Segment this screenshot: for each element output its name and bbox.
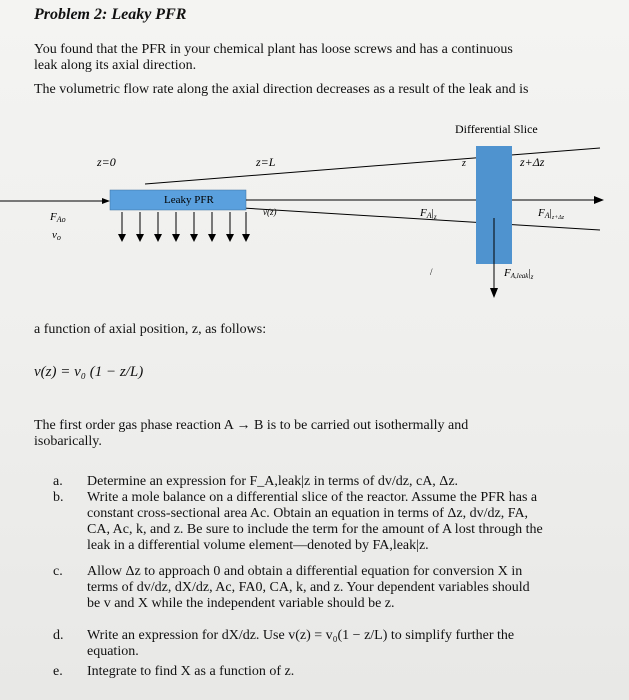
problem-title: Problem 2: Leaky PFR <box>34 6 187 23</box>
item-line: terms of dv/dz, dX/dz, Ac, FA0, CA, k, and z. Your dependent variables should <box>87 580 530 595</box>
item-line: Write an expression for dX/dz. Use v(z) = v₀(1 − z/L) to simplify further the <box>87 628 515 643</box>
flow-inlet-label: FAo <box>50 211 66 224</box>
z0-label: z=0 <box>97 155 116 169</box>
item-text <box>87 490 582 554</box>
item-line: leak in a differential volume element—denoted by FA,leak|z. <box>87 538 429 553</box>
item-line: Write a mole balance on a differential slice of the reactor. Assume the PFR has a <box>87 490 538 505</box>
fa-z-label: $FA|_z$ <box>420 207 437 221</box>
slice-title: Differential Slice <box>455 122 538 136</box>
item-line: Determine an expression for F_A,leak|z in terms of dv/dz, cA, Δz. <box>87 474 459 489</box>
fleak-label: $FA,leak|_z$ <box>504 267 534 281</box>
velocity-equation: v(z) = v₀ (1 − z/L) <box>34 364 144 380</box>
leaky-pfr-diagram <box>0 118 629 308</box>
item-line: Allow Δz to approach 0 and obtain a differential equation for conversion X in <box>87 564 523 579</box>
item-line: CA, Ac, k, and z. Be sure to include the term for the amount of A lost through the <box>87 522 543 537</box>
vz-label: v(z) <box>263 207 277 217</box>
fa-zdz-label: $FA|_{z+\Delta z}$ <box>538 207 565 221</box>
item-line: constant cross-sectional area Ac. Obtain an equation in terms of Δz, dv/dz, FA, <box>87 506 529 521</box>
z-plus-dz-label: z+Δz <box>520 155 545 169</box>
vol-inlet-label: vo <box>52 229 61 242</box>
intro-line-2: leak along its axial direction. <box>34 58 197 73</box>
item-line: equation. <box>87 644 139 659</box>
item-line: be v and X while the independent variable should be z. <box>87 596 395 611</box>
leak-arrows <box>118 212 250 242</box>
item-text <box>87 664 582 680</box>
axial-intro: a function of axial position, z, as follows: <box>34 322 267 337</box>
inlet-arrow-head <box>102 198 110 204</box>
zL-label: z=L <box>256 155 276 169</box>
reaction-line-2: isobarically. <box>34 434 102 449</box>
item-line: Integrate to find X as a function of z. <box>87 664 295 679</box>
item-marker: a. <box>53 474 63 489</box>
stray-mark: / <box>430 267 433 277</box>
reaction-line-1: The first order gas phase reaction A → B is to be carried out isothermally and <box>34 418 469 433</box>
item-marker: d. <box>53 628 64 643</box>
item-marker: e. <box>53 664 63 679</box>
intro-line-1: You found that the PFR in your chemical plant has loose screws and has a continuous <box>34 42 513 57</box>
item-text <box>87 474 582 490</box>
z-label: z <box>462 158 466 169</box>
item-text <box>87 564 582 612</box>
axial-flow-head <box>594 196 604 204</box>
reactor-label: Leaky PFR <box>164 194 214 206</box>
item-text <box>87 628 582 660</box>
item-marker: c. <box>53 564 63 579</box>
item-marker: b. <box>53 490 64 505</box>
intro-line-3: The volumetric flow rate along the axial direction decreases as a result of the leak and is <box>34 82 529 97</box>
slice-leak-arrow-head <box>490 288 498 298</box>
